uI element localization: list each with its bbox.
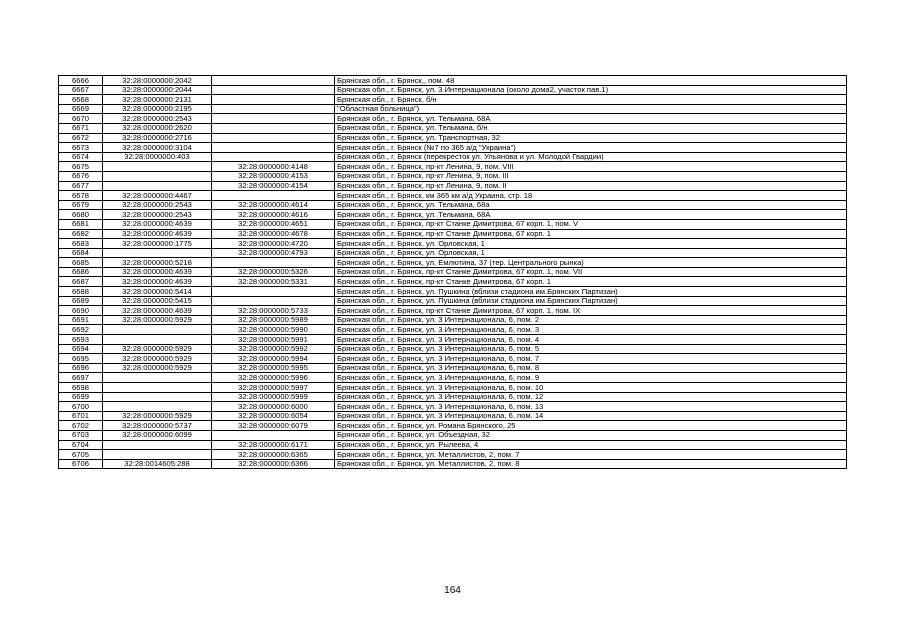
address-cell: Брянская обл., г. Брянск, пр-кт Станке Димитрова, 67 корп. 1, пом. IX	[335, 306, 847, 316]
related-cadastral-number-cell: 32:28:0000000:4720	[212, 239, 335, 249]
row-number-cell: 6676	[59, 171, 103, 181]
table-row	[59, 152, 847, 162]
row-number-cell: 6698	[59, 383, 103, 393]
row-number-cell: 6675	[59, 162, 103, 172]
related-cadastral-number-cell: 32:28:0000000:4153	[212, 171, 335, 181]
cadastral-number-cell	[103, 383, 212, 393]
related-cadastral-number-cell: 32:28:0000000:6365	[212, 450, 335, 460]
cadastral-number-cell: 32:28:0000000:3104	[103, 143, 212, 153]
related-cadastral-number-cell	[212, 430, 335, 440]
address-cell: Брянская обл., г. Брянск, ул. 3 Интернационала, 6, пом. 13	[335, 402, 847, 412]
related-cadastral-number-cell: 32:28:0000000:5992	[212, 344, 335, 354]
table-row	[59, 411, 847, 421]
row-number-cell: 6673	[59, 143, 103, 153]
address-cell: Брянская обл., г. Брянск, пр-кт Станке Димитрова, 67 корп. 1	[335, 277, 847, 287]
cadastral-number-cell: 32:28:0000000:6099	[103, 430, 212, 440]
table-row	[59, 277, 847, 287]
related-cadastral-number-cell	[212, 104, 335, 114]
table-row	[59, 315, 847, 325]
table-row	[59, 248, 847, 258]
row-number-cell: 6671	[59, 123, 103, 133]
related-cadastral-number-cell	[212, 95, 335, 105]
row-number-cell: 6702	[59, 421, 103, 431]
address-cell: Брянская обл., г. Брянск, ул. 3 Интернационала (около дома2, участок пав.1)	[335, 85, 847, 95]
row-number-cell: 6700	[59, 402, 103, 412]
table-row	[59, 210, 847, 220]
related-cadastral-number-cell: 32:28:0000000:4154	[212, 181, 335, 191]
table-row	[59, 430, 847, 440]
cadastral-number-cell	[103, 248, 212, 258]
related-cadastral-number-cell: 32:28:0000000:5999	[212, 392, 335, 402]
table-row	[59, 421, 847, 431]
related-cadastral-number-cell: 32:28:0000000:4793	[212, 248, 335, 258]
table-row	[59, 85, 847, 95]
page-number: 164	[444, 585, 461, 596]
row-number-cell: 6668	[59, 95, 103, 105]
address-cell: Брянская обл., г. Брянск, ул. Тельмана, 68А	[335, 114, 847, 124]
cadastral-number-cell: 32:28:0000000:5929	[103, 363, 212, 373]
related-cadastral-number-cell: 32:28:0000000:5995	[212, 363, 335, 373]
address-cell: Брянская обл., г. Брянск, ул. 3 Интернационала, 6, пом. 9	[335, 373, 847, 383]
address-cell: Брянская обл., г. Брянск, ул. Орловская, 1	[335, 239, 847, 249]
row-number-cell: 6674	[59, 152, 103, 162]
table-row	[59, 335, 847, 345]
related-cadastral-number-cell	[212, 287, 335, 297]
address-cell: Брянская обл., г. Брянск, ул. Транспортная, 32	[335, 133, 847, 143]
cadastral-number-cell	[103, 392, 212, 402]
table-row	[59, 258, 847, 268]
related-cadastral-number-cell	[212, 152, 335, 162]
address-cell: Брянская обл., г. Брянск, б/н	[335, 95, 847, 105]
related-cadastral-number-cell: 32:28:0000000:4148	[212, 162, 335, 172]
registry-table	[58, 75, 847, 469]
related-cadastral-number-cell	[212, 114, 335, 124]
table-row	[59, 440, 847, 450]
address-cell: Брянская обл., г. Брянск, ул. Объездная, 32	[335, 430, 847, 440]
address-cell: Брянская обл., г. Брянск, ул. 3 Интернационала, 6, пом. 14	[335, 411, 847, 421]
address-cell: Брянская обл., г. Брянск, ул. 3 Интернационала, 6, пом. 12	[335, 392, 847, 402]
address-cell: Брянская обл., г. Брянск, ул. Тельмана, 68А	[335, 210, 847, 220]
address-cell: Брянская обл., г. Брянск, ул. Рылеева, 4	[335, 440, 847, 450]
table-row	[59, 344, 847, 354]
address-cell: Брянская обл., г. Брянск (№7 по 365 а/д "Украина")	[335, 143, 847, 153]
table-row	[59, 219, 847, 229]
registry-table-body	[59, 76, 847, 469]
row-number-cell: 6682	[59, 229, 103, 239]
related-cadastral-number-cell: 32:28:0000000:6000	[212, 402, 335, 412]
table-row	[59, 143, 847, 153]
table-row	[59, 296, 847, 306]
row-number-cell: 6686	[59, 267, 103, 277]
cadastral-number-cell: 32:28:0000000:2543	[103, 200, 212, 210]
address-cell: Брянская обл., г. Брянск, ул. 3 Интернационала, 6, пом. 7	[335, 354, 847, 364]
cadastral-number-cell	[103, 171, 212, 181]
related-cadastral-number-cell: 32:28:0000000:6054	[212, 411, 335, 421]
related-cadastral-number-cell: 32:28:0000000:5331	[212, 277, 335, 287]
table-row	[59, 402, 847, 412]
table-row	[59, 181, 847, 191]
related-cadastral-number-cell: 32:28:0000000:5989	[212, 315, 335, 325]
cadastral-number-cell	[103, 440, 212, 450]
table-row	[59, 191, 847, 201]
row-number-cell: 6689	[59, 296, 103, 306]
related-cadastral-number-cell: 32:28:0000000:5996	[212, 373, 335, 383]
cadastral-number-cell: 32:28:0000000:403	[103, 152, 212, 162]
row-number-cell: 6683	[59, 239, 103, 249]
related-cadastral-number-cell: 32:28:0000000:4614	[212, 200, 335, 210]
cadastral-number-cell: 32:28:0000000:2543	[103, 210, 212, 220]
address-cell: Брянская обл., г. Брянск (перекресток ул. Ульянова и ул. Молодой Гвардии)	[335, 152, 847, 162]
cadastral-number-cell: 32:28:0000000:2620	[103, 123, 212, 133]
table-row	[59, 133, 847, 143]
cadastral-number-cell: 32:28:0000000:4639	[103, 277, 212, 287]
related-cadastral-number-cell	[212, 85, 335, 95]
related-cadastral-number-cell: 32:28:0000000:6079	[212, 421, 335, 431]
related-cadastral-number-cell: 32:28:0000000:5997	[212, 383, 335, 393]
related-cadastral-number-cell: 32:28:0000000:4678	[212, 229, 335, 239]
cadastral-number-cell: 32:28:0000000:2044	[103, 85, 212, 95]
row-number-cell: 6691	[59, 315, 103, 325]
related-cadastral-number-cell: 32:28:0000000:5991	[212, 335, 335, 345]
cadastral-number-cell: 32:28:0000000:5929	[103, 354, 212, 364]
table-row	[59, 306, 847, 316]
table-row	[59, 287, 847, 297]
address-cell: Брянская обл., г. Брянск, пр-кт Ленина, 9, пом. VIII	[335, 162, 847, 172]
table-row	[59, 363, 847, 373]
cadastral-number-cell: 32:28:0000000:5218	[103, 258, 212, 268]
address-cell: Брянская обл., г. Брянск, ул. Орловская, 1	[335, 248, 847, 258]
cadastral-number-cell: 32:28:0000000:2716	[103, 133, 212, 143]
row-number-cell: 6703	[59, 430, 103, 440]
related-cadastral-number-cell: 32:28:0000000:5733	[212, 306, 335, 316]
address-cell: Брянская обл., г. Брянск, ул. Пушкина (вблизи стадиона им.Брянских Партизан)	[335, 287, 847, 297]
row-number-cell: 6680	[59, 210, 103, 220]
table-row	[59, 95, 847, 105]
related-cadastral-number-cell: 32:28:0000000:4616	[212, 210, 335, 220]
row-number-cell: 6667	[59, 85, 103, 95]
row-number-cell: 6687	[59, 277, 103, 287]
related-cadastral-number-cell	[212, 143, 335, 153]
table-row	[59, 200, 847, 210]
cadastral-number-cell: 32:28:0000000:4639	[103, 306, 212, 316]
table-row	[59, 325, 847, 335]
address-cell: Брянская обл., г. Брянск, ул. Металлистов, 2, пом. 8	[335, 459, 847, 469]
table-row	[59, 392, 847, 402]
address-cell: Брянская обл., г. Брянск, ул. Металлистов, 2, пом. 7	[335, 450, 847, 460]
related-cadastral-number-cell: 32:28:0000000:4651	[212, 219, 335, 229]
table-row	[59, 239, 847, 249]
row-number-cell: 6704	[59, 440, 103, 450]
cadastral-number-cell: 32:28:0000000:5929	[103, 344, 212, 354]
row-number-cell: 6706	[59, 459, 103, 469]
cadastral-number-cell	[103, 325, 212, 335]
row-number-cell: 6701	[59, 411, 103, 421]
row-number-cell: 6692	[59, 325, 103, 335]
address-cell: Брянская обл., г. Брянск, пр-кт Станке Димитрова, 67 корп. 1, пом. VII	[335, 267, 847, 277]
row-number-cell: 6693	[59, 335, 103, 345]
table-row	[59, 459, 847, 469]
address-cell: Брянская обл., г. Брянск, км 365 км а/д Украина, стр. 18	[335, 191, 847, 201]
table-row	[59, 267, 847, 277]
address-cell: Брянская обл., г. Брянск, ул. 3 Интернационала, 6, пом. 2	[335, 315, 847, 325]
cadastral-number-cell: 32:28:0000000:5929	[103, 315, 212, 325]
cadastral-number-cell: 32:28:0000000:2195	[103, 104, 212, 114]
cadastral-number-cell: 32:28:0000000:4639	[103, 219, 212, 229]
row-number-cell: 6695	[59, 354, 103, 364]
related-cadastral-number-cell	[212, 133, 335, 143]
address-cell: Брянская обл., г. Брянск,, пом. 48	[335, 76, 847, 86]
row-number-cell: 6666	[59, 76, 103, 86]
row-number-cell: 6681	[59, 219, 103, 229]
related-cadastral-number-cell: 32:28:0000000:6366	[212, 459, 335, 469]
row-number-cell: 6670	[59, 114, 103, 124]
cadastral-number-cell: 32:28:0000000:2042	[103, 76, 212, 86]
cadastral-number-cell	[103, 450, 212, 460]
cadastral-number-cell: 32:28:0000000:1775	[103, 239, 212, 249]
row-number-cell: 6685	[59, 258, 103, 268]
cadastral-number-cell	[103, 373, 212, 383]
address-cell: Брянская обл., г. Брянск, ул. 3 Интернационала, 6, пом. 4	[335, 335, 847, 345]
cadastral-number-cell: 32:28:0000000:2543	[103, 114, 212, 124]
address-cell: Брянская обл., г. Брянск, пр-кт Ленина, 9, пом. III	[335, 171, 847, 181]
address-cell: Брянская обл., г. Брянск, ул. Тельмана, б/н	[335, 123, 847, 133]
table-row	[59, 354, 847, 364]
address-cell: Брянская обл., г. Брянск, ул. 3 Интернационала, 6, пом. 10	[335, 383, 847, 393]
row-number-cell: 6688	[59, 287, 103, 297]
row-number-cell: 6678	[59, 191, 103, 201]
address-cell: Брянская обл., г. Брянск, пр-кт Станке Димитрова, 67 корп. 1	[335, 229, 847, 239]
cadastral-number-cell: 32:28:0000000:2131	[103, 95, 212, 105]
address-cell: Брянская обл., г. Брянск, пр-кт Станке Димитрова, 67 корп. 1, пом. V	[335, 219, 847, 229]
row-number-cell: 6697	[59, 373, 103, 383]
table-row	[59, 114, 847, 124]
row-number-cell: 6672	[59, 133, 103, 143]
row-number-cell: 6690	[59, 306, 103, 316]
table-row	[59, 373, 847, 383]
address-cell: "Областная больница")	[335, 104, 847, 114]
cadastral-number-cell: 32:28:0000000:5737	[103, 421, 212, 431]
related-cadastral-number-cell: 32:28:0000000:5990	[212, 325, 335, 335]
related-cadastral-number-cell	[212, 258, 335, 268]
address-cell: Брянская обл., г. Брянск, ул. 3 Интернационала, 6, пом. 3	[335, 325, 847, 335]
address-cell: Брянская обл., г. Брянск, ул. 3 Интернационала, 6, пом. 8	[335, 363, 847, 373]
cadastral-number-cell	[103, 335, 212, 345]
row-number-cell: 6705	[59, 450, 103, 460]
row-number-cell: 6677	[59, 181, 103, 191]
cadastral-number-cell	[103, 181, 212, 191]
row-number-cell: 6696	[59, 363, 103, 373]
related-cadastral-number-cell: 32:28:0000000:6171	[212, 440, 335, 450]
address-cell: Брянская обл., г. Брянск, ул. 3 Интернационала, 6, пом. 5	[335, 344, 847, 354]
related-cadastral-number-cell	[212, 123, 335, 133]
related-cadastral-number-cell: 32:28:0000000:5326	[212, 267, 335, 277]
cadastral-number-cell	[103, 402, 212, 412]
cadastral-number-cell	[103, 162, 212, 172]
table-row	[59, 76, 847, 86]
cadastral-number-cell: 32:28:0000000:5414	[103, 287, 212, 297]
cadastral-number-cell: 32:28:0000000:4639	[103, 267, 212, 277]
address-cell: Брянская обл., г. Брянск, ул. Пушкина (вблизи стадиона им.Брянских Партизан)	[335, 296, 847, 306]
related-cadastral-number-cell	[212, 296, 335, 306]
table-row	[59, 229, 847, 239]
table-row	[59, 123, 847, 133]
address-cell: Брянская обл., г. Брянск, пр-кт Ленина, 9, пом. II	[335, 181, 847, 191]
related-cadastral-number-cell: 32:28:0000000:5994	[212, 354, 335, 364]
row-number-cell: 6669	[59, 104, 103, 114]
related-cadastral-number-cell	[212, 76, 335, 86]
table-row	[59, 171, 847, 181]
row-number-cell: 6694	[59, 344, 103, 354]
cadastral-number-cell: 32:28:0014605:288	[103, 459, 212, 469]
cadastral-number-cell: 32:28:0000000:5929	[103, 411, 212, 421]
address-cell: Брянская обл., г. Брянск, ул. Емлютина, 37 (тер. Центрального рынка)	[335, 258, 847, 268]
row-number-cell: 6679	[59, 200, 103, 210]
cadastral-number-cell: 32:28:0000000:4467	[103, 191, 212, 201]
row-number-cell: 6684	[59, 248, 103, 258]
cadastral-number-cell: 32:28:0000000:4639	[103, 229, 212, 239]
table-row	[59, 450, 847, 460]
row-number-cell: 6699	[59, 392, 103, 402]
table-row	[59, 383, 847, 393]
related-cadastral-number-cell	[212, 191, 335, 201]
address-cell: Брянская обл., г. Брянск, ул. Тельмана, 68а	[335, 200, 847, 210]
cadastral-number-cell: 32:28:0000000:5415	[103, 296, 212, 306]
address-cell: Брянская обл., г. Брянск, ул. Романа Брянского, 25	[335, 421, 847, 431]
table-row	[59, 104, 847, 114]
table-row	[59, 162, 847, 172]
